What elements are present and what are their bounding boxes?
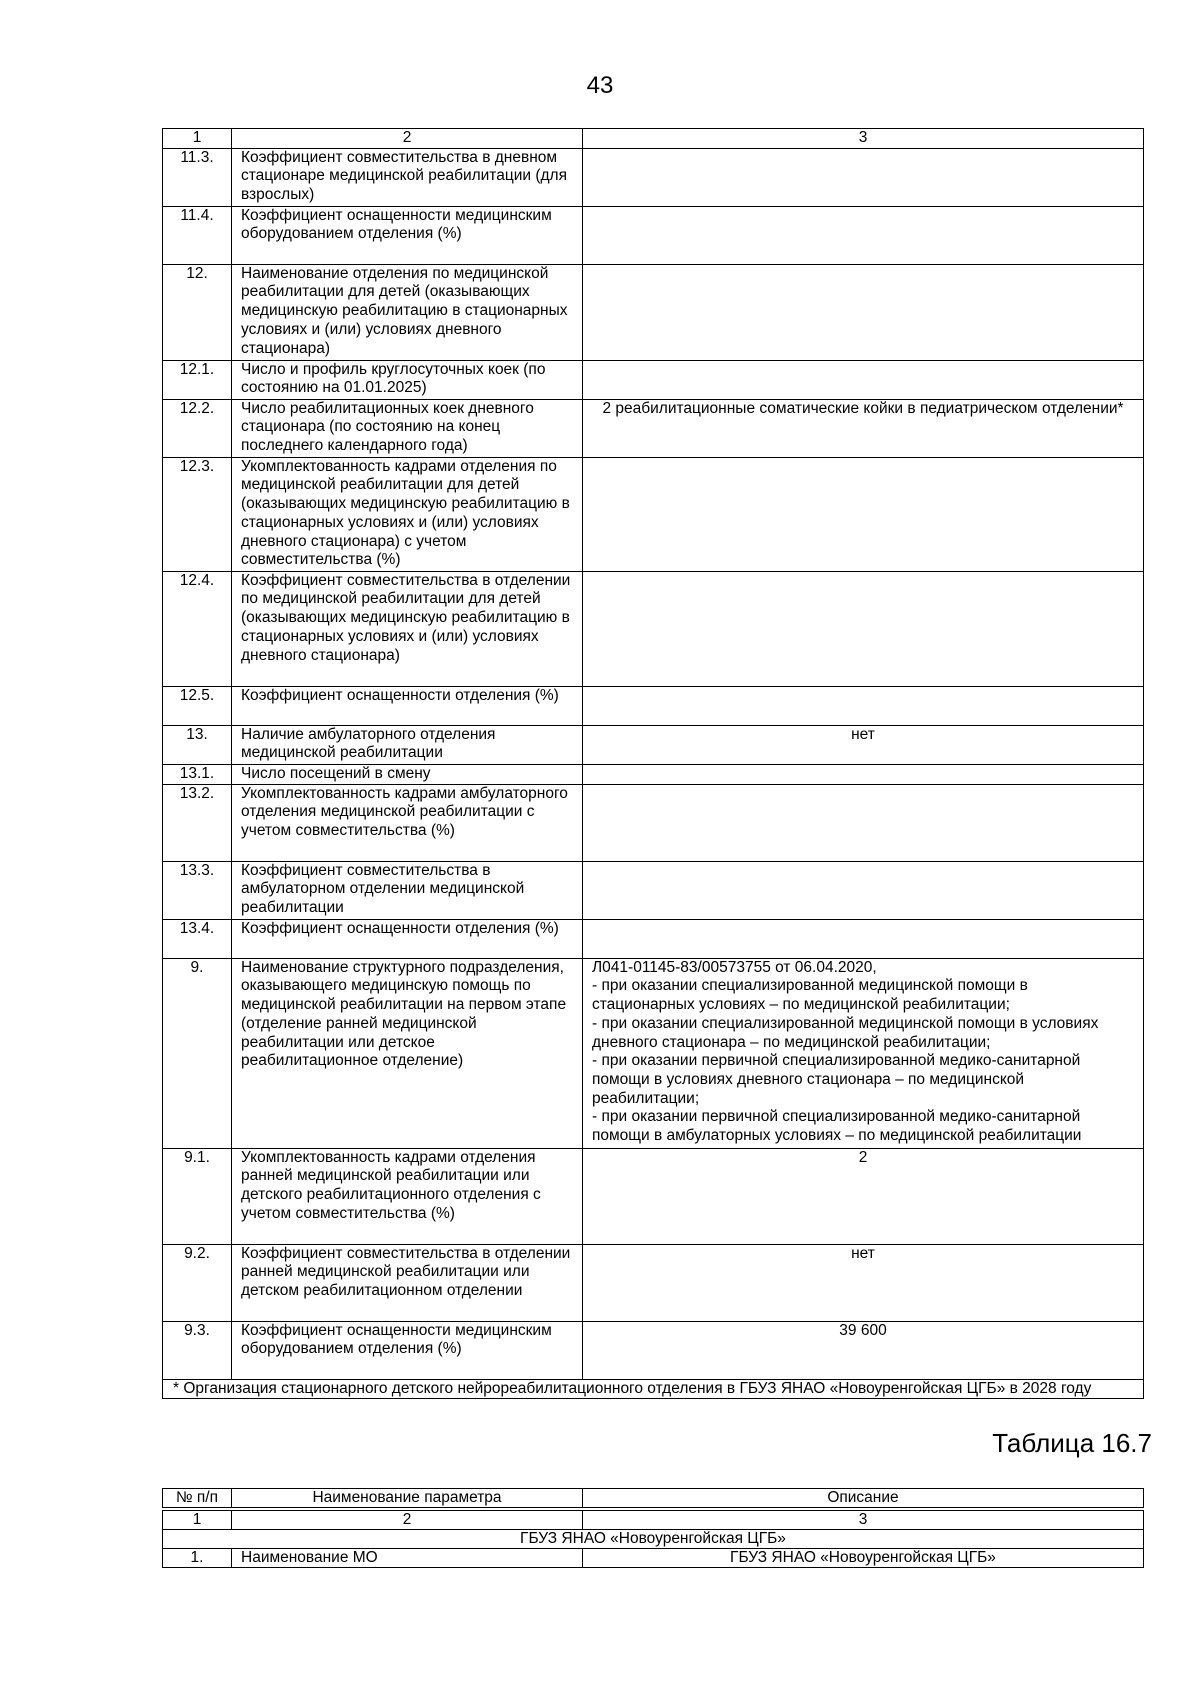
- index-cell-1: 1: [163, 1511, 232, 1530]
- table-row: [163, 206, 1144, 264]
- row-value: [583, 148, 1144, 206]
- footnote: * Организация стационарного детского нейрореабилитационного отделения в ГБУЗ ЯНАО «Новоуренгойская ЦГБ» в 2028 году: [163, 1379, 1144, 1399]
- organization-row: [163, 1530, 1144, 1549]
- row-number: 9.3.: [163, 1321, 232, 1379]
- index-cell-3: 3: [583, 1511, 1144, 1530]
- header-cell-number: № п/п: [163, 1489, 232, 1508]
- organization-table: [162, 1488, 1144, 1568]
- table-header-row: [163, 129, 1144, 149]
- row-value: [583, 784, 1144, 861]
- row-value: [583, 264, 1144, 360]
- row-parameter: Укомплектованность кадрами отделения ранней медицинской реабилитации или детского реабилитационного отделения с учетом совместительства (%): [232, 1148, 583, 1244]
- row-parameter: Коэффициент совместительства в дневном стационаре медицинской реабилитации (для взрослых): [232, 148, 583, 206]
- row-value: [583, 686, 1144, 725]
- row-parameter: Число реабилитационных коек дневного стационара (по состоянию на конец последнего календарного года): [232, 399, 583, 457]
- row-parameter: Наименование отделения по медицинской реабилитации для детей (оказывающих медицинскую реабилитацию в стационарных условиях и (или) условиях дневного стационара): [232, 264, 583, 360]
- row-number: 12.4.: [163, 571, 232, 686]
- table-row: [163, 861, 1144, 919]
- row-number: 12.: [163, 264, 232, 360]
- table-row: [163, 1549, 1144, 1568]
- row-parameter: Коэффициент оснащенности медицинским оборудованием отделения (%): [232, 206, 583, 264]
- row-parameter: Коэффициент оснащенности медицинским оборудованием отделения (%): [232, 1321, 583, 1379]
- header-cell-description: Описание: [583, 1489, 1144, 1508]
- table-row: [163, 1244, 1144, 1321]
- table-row: [163, 686, 1144, 725]
- row-number: 13.: [163, 725, 232, 764]
- table-row: [163, 457, 1144, 571]
- row-value: [583, 919, 1144, 958]
- row-description: ГБУЗ ЯНАО «Новоуренгойская ЦГБ»: [583, 1549, 1144, 1568]
- row-parameter: Наименование структурного подразделения, оказывающего медицинскую помощь по медицинской реабилитации на первом этапе (отделение ранней медицинской реабилитации или детское реабилитационное отделение): [232, 958, 583, 1148]
- row-number: 12.1.: [163, 360, 232, 399]
- row-number: 9.1.: [163, 1148, 232, 1244]
- page-number: 43: [586, 72, 614, 99]
- row-number: 11.4.: [163, 206, 232, 264]
- row-value: [583, 206, 1144, 264]
- table-row: [163, 958, 1144, 1148]
- row-number: 13.4.: [163, 919, 232, 958]
- row-value: [583, 457, 1144, 571]
- row-parameter: Коэффициент оснащенности отделения (%): [232, 919, 583, 958]
- row-value: нет: [583, 1244, 1144, 1321]
- header-cell-col3: 3: [583, 129, 1144, 149]
- row-number: 13.1.: [163, 764, 232, 784]
- row-parameter: Число посещений в смену: [232, 764, 583, 784]
- table-row: [163, 1321, 1144, 1379]
- header-cell-parameter: Наименование параметра: [232, 1489, 583, 1508]
- row-parameter: Укомплектованность кадрами отделения по медицинской реабилитации для детей (оказывающих медицинскую реабилитацию в стационарных условиях и (или) условиях дневного стационара) с учетом совместительства (%): [232, 457, 583, 571]
- row-number: 9.2.: [163, 1244, 232, 1321]
- row-value: 2 реабилитационные соматические койки в педиатрическом отделении*: [583, 399, 1144, 457]
- table-row: [163, 764, 1144, 784]
- table-row: [163, 399, 1144, 457]
- row-number: 1.: [163, 1549, 232, 1568]
- row-parameter: Коэффициент совместительства в отделении по медицинской реабилитации для детей (оказывающих медицинскую реабилитацию в стационарных условиях и (или) условиях дневного стационара): [232, 571, 583, 686]
- table-title: Таблица 16.7: [992, 1428, 1152, 1458]
- row-value: [583, 360, 1144, 399]
- table-row: [163, 725, 1144, 764]
- table-header-row: [163, 1489, 1144, 1508]
- table-row: [163, 919, 1144, 958]
- row-number: 12.2.: [163, 399, 232, 457]
- footnote-row: [163, 1379, 1144, 1399]
- row-parameter: Коэффициент оснащенности отделения (%): [232, 686, 583, 725]
- index-cell-2: 2: [232, 1511, 583, 1530]
- row-parameter: Наличие амбулаторного отделения медицинской реабилитации: [232, 725, 583, 764]
- column-index-row: [163, 1511, 1144, 1530]
- row-value: 39 600: [583, 1321, 1144, 1379]
- table-row: [163, 571, 1144, 686]
- row-number: 13.3.: [163, 861, 232, 919]
- row-value: Л041-01145-83/00573755 от 06.04.2020, - при оказании специализированной медицинской помощи в стационарных условиях – по медицинской реабилитации; - при оказании специализированной медицинской помощи в условиях дневного стационара – по медицинской реабилитации; - при оказании первичной специализированной медико-санитарной помощи в условиях дневного стационара – по медицинской реабилитации; - при оказании первичной специализированной медико-санитарной помощи в амбулаторных условиях – по медицинской реабилитации: [583, 958, 1144, 1148]
- indicators-table: [162, 128, 1144, 1399]
- table-row: [163, 360, 1144, 399]
- row-value: [583, 764, 1144, 784]
- row-parameter: Укомплектованность кадрами амбулаторного отделения медицинской реабилитации с учетом совместительства (%): [232, 784, 583, 861]
- header-cell-col1: 1: [163, 129, 232, 149]
- table-row: [163, 264, 1144, 360]
- row-number: 11.3.: [163, 148, 232, 206]
- row-number: 9.: [163, 958, 232, 1148]
- row-parameter: Коэффициент совместительства в отделении ранней медицинской реабилитации или детском реабилитационном отделении: [232, 1244, 583, 1321]
- table-row: [163, 1148, 1144, 1244]
- row-number: 13.2.: [163, 784, 232, 861]
- row-parameter: Наименование МО: [232, 1549, 583, 1568]
- row-value: нет: [583, 725, 1144, 764]
- row-parameter: Число и профиль круглосуточных коек (по состоянию на 01.01.2025): [232, 360, 583, 399]
- table-row: [163, 148, 1144, 206]
- row-value: [583, 571, 1144, 686]
- organization-name: ГБУЗ ЯНАО «Новоуренгойская ЦГБ»: [163, 1530, 1144, 1549]
- row-value: [583, 861, 1144, 919]
- row-number: 12.5.: [163, 686, 232, 725]
- table-row: [163, 784, 1144, 861]
- header-cell-col2: 2: [232, 129, 583, 149]
- row-number: 12.3.: [163, 457, 232, 571]
- row-value: 2: [583, 1148, 1144, 1244]
- row-parameter: Коэффициент совместительства в амбулаторном отделении медицинской реабилитации: [232, 861, 583, 919]
- indicators-table-body: [163, 129, 1144, 1399]
